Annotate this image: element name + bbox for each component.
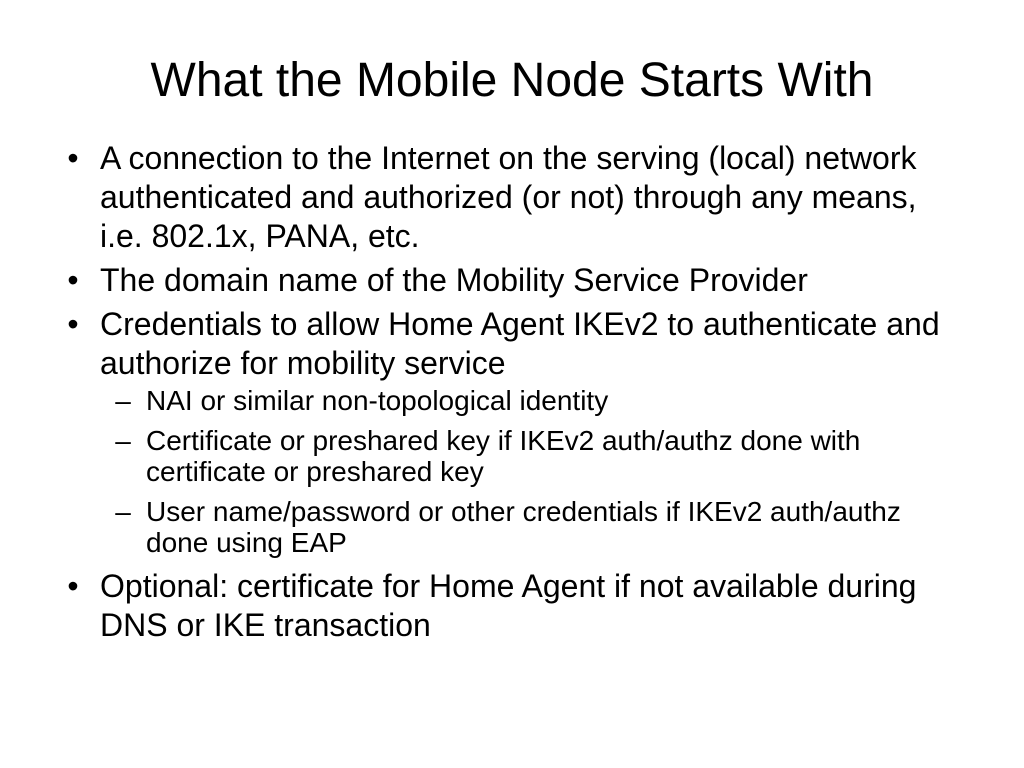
sub-bullet-list — [100, 385, 958, 558]
bullet-dot-icon: • — [67, 568, 79, 604]
dash-icon: – — [115, 496, 131, 527]
sub-bullet-text: NAI or similar non-topological identity — [146, 385, 609, 416]
bullet-item — [58, 261, 958, 300]
bullet-text: Optional: certificate for Home Agent if not available during DNS or IKE transaction — [100, 568, 917, 643]
bullet-text: A connection to the Internet on the serving (local) network authenticated and authorized (or not) through any means, i.e. 802.1x, PANA, etc. — [100, 140, 917, 254]
bullet-dot-icon: • — [67, 262, 79, 298]
dash-icon: – — [115, 385, 131, 416]
bullet-list — [58, 139, 958, 650]
sub-bullet-text: User name/password or other credentials if IKEv2 auth/authz done using EAP — [146, 496, 901, 558]
sub-bullet-text: Certificate or preshared key if IKEv2 auth/authz done with certificate or preshared key — [146, 425, 861, 487]
bullet-item — [58, 305, 958, 558]
sub-bullet-item — [100, 385, 958, 416]
bullet-text: Credentials to allow Home Agent IKEv2 to authenticate and authorize for mobility service — [100, 306, 940, 381]
slide-title: What the Mobile Node Starts With — [150, 54, 874, 107]
sub-bullet-item — [100, 496, 958, 558]
bullet-item — [58, 139, 958, 256]
dash-icon: – — [115, 425, 131, 456]
bullet-item — [58, 567, 958, 645]
sub-bullet-item — [100, 425, 958, 487]
bullet-text: The domain name of the Mobility Service Provider — [100, 262, 808, 298]
bullet-dot-icon: • — [67, 140, 79, 176]
bullet-dot-icon: • — [67, 306, 79, 342]
